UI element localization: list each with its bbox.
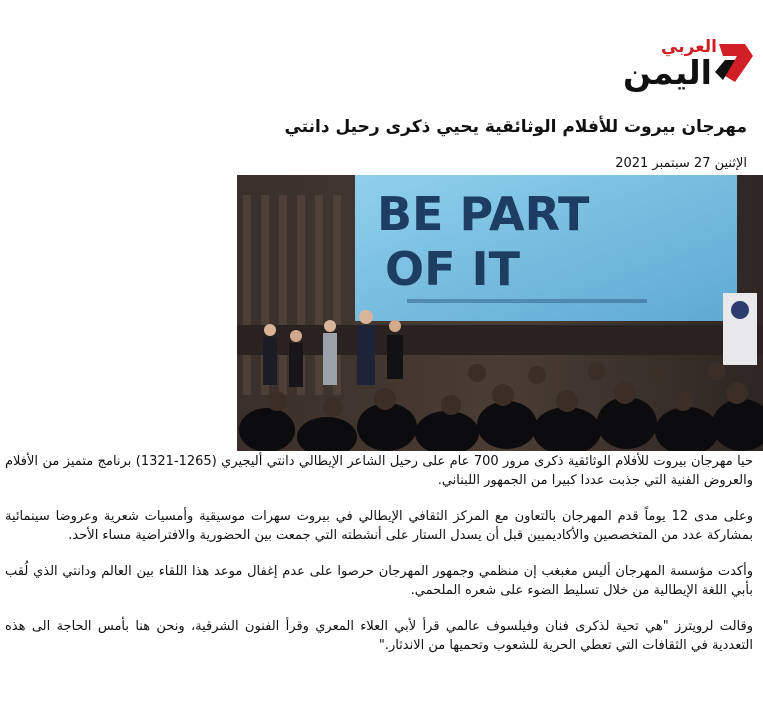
paragraph: حيا مهرجان بيروت للأفلام الوثائقية ذكرى مرور 700 عام على رحيل الشاعر الإيطالي دانتي أليجيري (1265-1321) برنامج متميز من الأفلام والعروض الفنية التي جذبت عددا كبيرا من الجمهور اللبناني. bbox=[5, 454, 753, 488]
paragraph: وقالت لرويترز "هي تحية لذكرى فنان وفيلسوف عالمي قرأ لأبي العلاء المعري وقرأ الفنون الشرقية، ونحن هنا بأمس الحاجة الى هذه التعددية في الثقافات التي تعطي الحرية للشعوب وتحميها من الاندثار." bbox=[5, 619, 753, 653]
article-body bbox=[5, 452, 753, 672]
screen-line1: BE PART bbox=[377, 187, 590, 241]
screen-line2: OF IT bbox=[385, 242, 521, 296]
paragraph: وأكدت مؤسسة المهرجان أليس مغبغب إن منظمي وجمهور المهرجان حرصوا على عدم إغفال موعد هذا اللقاء بين العالم ودانتي الذي لُقب بأبي اللغة الإيطالية من خلال تسليط الضوء على شعره الملحمي. bbox=[5, 564, 753, 598]
logo-top-text: العربي bbox=[661, 37, 717, 57]
article-headline: مهرجان بيروت للأفلام الوثائقية يحيي ذكرى رحيل دانتي bbox=[284, 117, 747, 137]
paragraph: وعلى مدى 12 يوماً قدم المهرجان بالتعاون مع المركز الثقافي الإيطالي في بيروت سهرات موسيقية وأمسيات شعرية وعروضا سينمائية بمشاركة عدد من المتخصصين والأكاديميين قبل أن يسدل الستار على أنشطته التي جمعت بين الحضورية والافتراضية مساء الأحد. bbox=[5, 509, 753, 543]
logo-main-text: اليمن bbox=[623, 53, 712, 92]
site-logo[interactable] bbox=[613, 34, 753, 94]
logo-mark-icon bbox=[715, 44, 753, 82]
article-date: الإثنين 27 سبتمبر 2021 bbox=[615, 156, 747, 171]
article-photo bbox=[237, 175, 763, 451]
